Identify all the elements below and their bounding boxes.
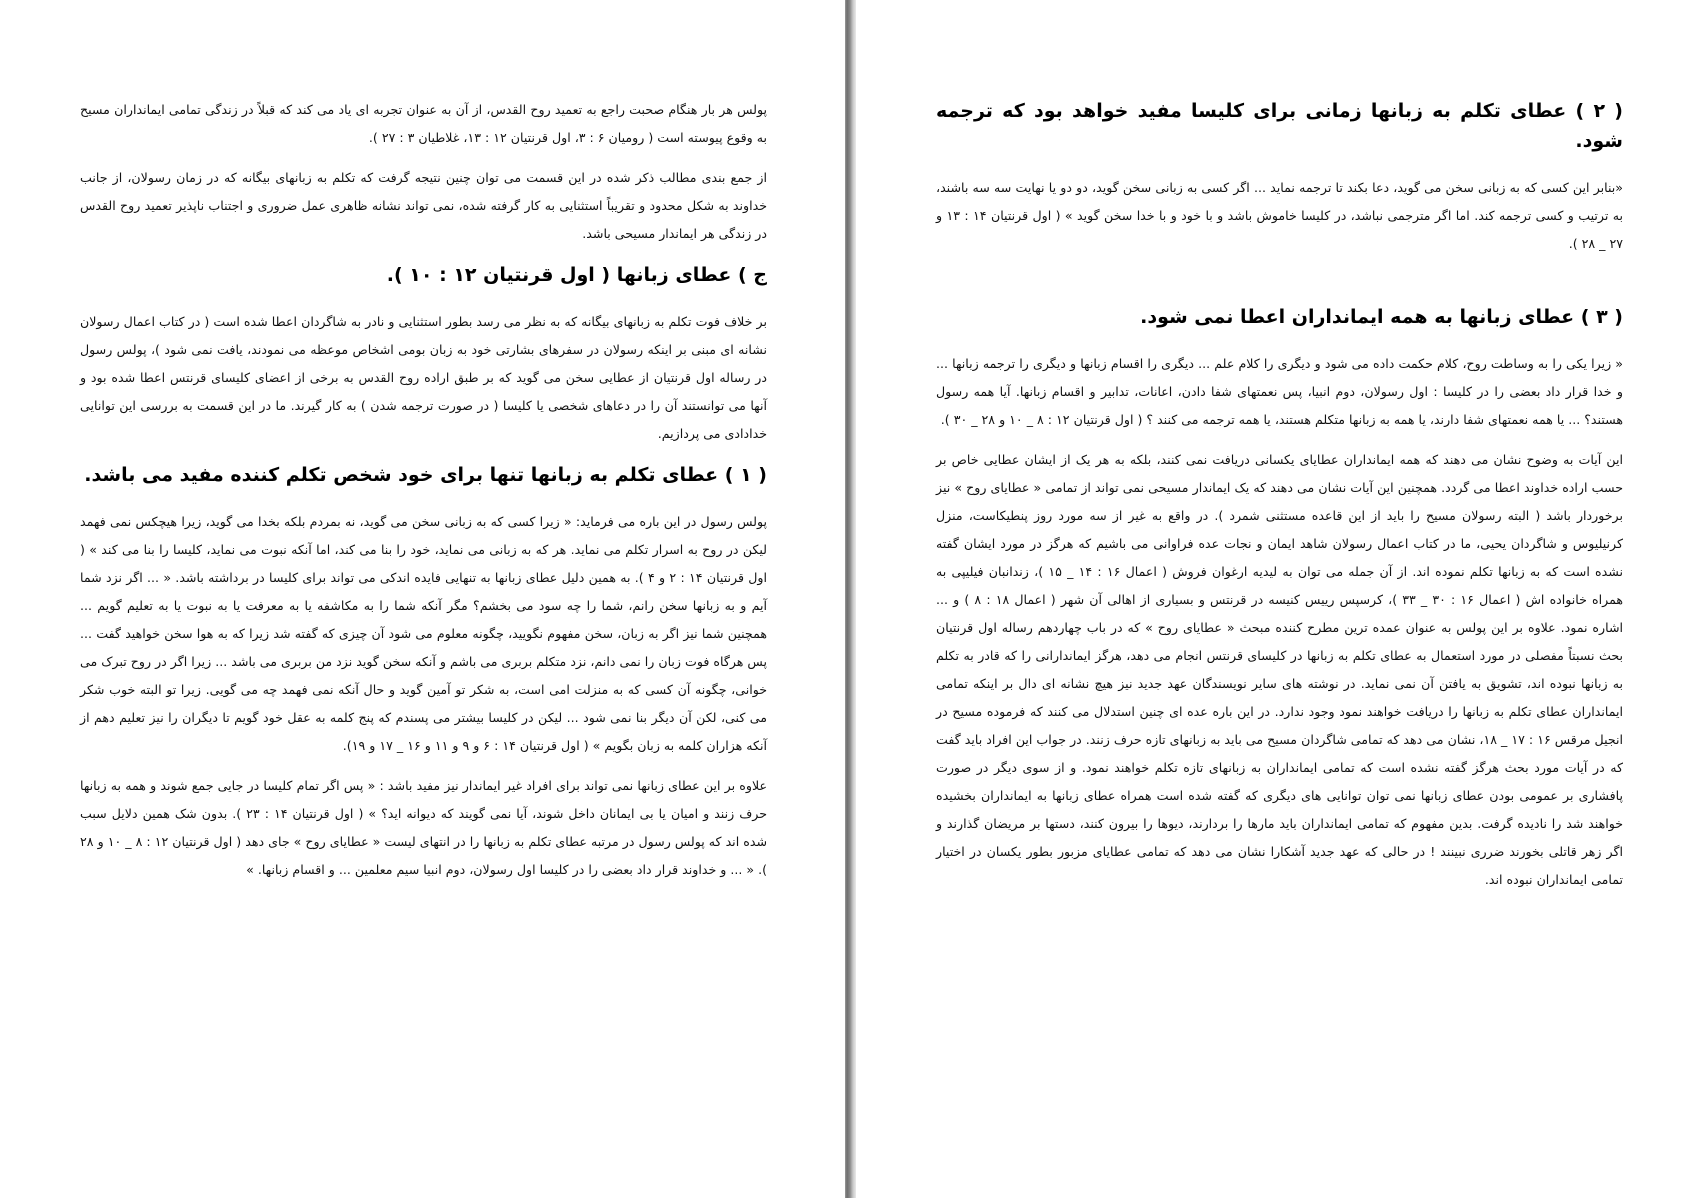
right-page-text-column — [936, 96, 1623, 894]
left-page-text-column — [80, 96, 767, 884]
right-paragraph-2: « زیرا یکی را به وساطت روح، کلام حکمت داده می شود و دیگری را کلام علم ... دیگری را اقسام زبانها و دیگری را ترجمه زبانها ... و خدا قرار داد بعضی را در کلیسا : اول رسولان، دوم انبیا، پس نعمتهای شفا دادن، اعانات، تدابیر و اقسام زبانها. آیا همه رسول هستند؟ ... یا همه نعمتهای شفا دارند، یا همه به زبانها متکلم هستند، یا همه ترجمه می کنند ؟ ( اول قرنتیان ۱۲ : ۸ _ ۱۰ و ۲۸ _ ۳۰ ). — [936, 356, 1623, 427]
left-paragraph-1: پولس هر بار هنگام صحبت راجع به تعمید روح القدس، از آن به عنوان تجربه ای یاد می کند که قبلاً در زندگی تمامی ایمانداران مسیح به وقوع پیوسته است ( رومیان ۶ : ۳، اول قرنتیان ۱۲ : ۱۳، غلاطیان ۳ : ۲۷ ). — [80, 102, 767, 145]
left-paragraph-5: علاوه بر این عطای زبانها نمی تواند برای افراد غیر ایماندار نیز مفید باشد : « پس اگر تمام کلیسا در جایی جمع شوند و همه به زبانها حرف زنند و امیان یا بی ایمانان داخل شوند، آیا نمی گویند که دیوانه اید؟ » ( اول قرنتیان ۱۴ : ۲۳ ). بدون شک همین دلایل سبب شده اند که پولس رسول در مرتبه عطای تکلم به زبانها را در انتهای لیست « عطایای روح » جای دهد ( اول قرنتیان ۱۲ : ۸ _ ۱۰ و ۲۸ ). « ... و خداوند قرار داد بعضی را در کلیسا اول رسولان، دوم انبیا سیم معلمین ... و اقسام زبانها. » — [80, 778, 767, 877]
left-paragraph-4: پولس رسول در این باره می فرماید: « زیرا کسی که به زبانی سخن می گوید، نه بمردم بلکه بخدا می گوید، زیرا هیچکس نمی فهمد لیکن در روح به اسرار تکلم می نماید. هر که به زبانی می نماید، خود را بنا می کند، اما آنکه نبوت می نماید، کلیسا را بنا می کند » ( اول قرنتیان ۱۴ : ۲ و ۴ ). به همین دلیل عطای زبانها به تنهایی فایده اندکی می تواند برای کلیسا در برداشته باشد. « ... اگر نزد شما آیم و به زبانها سخن رانم، شما را چه سود می بخشم؟ مگر آنکه شما را به مکاشفه یا به معرفت یا به نبوت یا به تعلیم گویم ... همچنین شما نیز اگر به زبان، سخن مفهوم نگویید، چگونه معلوم می شود آن چیزی که گفته شد زیرا که به هوا سخن خواهید گفت ... پس هرگاه فوت زبان را نمی دانم، نزد متکلم بربری می باشم و آنکه سخن گوید نزد من بربری می باشد ... زیرا اگر در روح تبرک می خوانی، چگونه آن کسی که به منزلت امی است، به شکر تو آمین گوید و حال آنکه نمی فهمد چه می گویی. زیرا تو البته خوب شکر می کنی، لکن آن دیگر بنا نمی شود ... لیکن در کلیسا بیشتر می پسندم که پنج کلمه به عقل خود گویم تا دیگران را نیز تعلیم دهم از آنکه هزاران کلمه به زبان بگویم » ( اول قرنتیان ۱۴ : ۶ و ۹ و ۱۱ و ۱۶ _ ۱۷ و ۱۹). — [80, 514, 767, 753]
section-heading-3: ( ۳ ) عطای زبانها به همه ایمانداران اعطا نمی شود. — [1140, 306, 1623, 328]
section-heading-2: ( ۲ ) عطای تکلم به زبانها زمانی برای کلیسا مفید خواهد بود که ترجمه شود. — [936, 100, 1623, 152]
left-paragraph-2: از جمع بندی مطالب ذکر شده در این قسمت می توان چنین نتیجه گرفت که تکلم به زبانهای بیگانه که در زمان رسولان، از جانب خداوند به شکل محدود و تقریباً استثنایی به کار گرفته شده، نمی تواند نشانه ظاهری عمل ضروری و اجتناب ناپذیر تعمید روح القدس در زندگی هر ایماندار مسیحی باشد. — [80, 170, 767, 241]
right-page — [856, 0, 1701, 1198]
section-heading-1: ( ۱ ) عطای تکلم به زبانها تنها برای خود شخص تکلم کننده مفید می باشد. — [84, 464, 767, 486]
left-page — [0, 0, 845, 1198]
right-paragraph-3: این آیات به وضوح نشان می دهند که همه ایمانداران عطایای یکسانی دریافت نمی کنند، بلکه به هر یک از ایشان عطایی خاص بر حسب اراده خداوند اعطا می گردد. همچنین این آیات نشان می دهند که یک ایماندار مسیحی نمی تواند از تمامی « عطایای روح » نیز برخوردار باشد ( البته رسولان مسیح را باید از این قاعده مستثنی شمرد ). در واقع به غیر از سه مورد روز پنطیکاست، منزل کرنیلیوس و شاگردان یحیی، ما در کتاب اعمال رسولان شاهد ایمان و نجات عده فراوانی می باشیم که هرگز در مورد ایشان گفته نشده است که به زبانها تکلم نموده اند. از آن جمله می توان به لیدیه ارغوان فروش ( اعمال ۱۶ : ۱۴ _ ۱۵ )، زندانبان فیلیپی به همراه خانواده اش ( اعمال ۱۶ : ۳۰ _ ۳۳ )، کرسپس رییس کنیسه در قرنتس و بسیاری از اهالی آن شهر ( اعمال ۱۸ : ۸ ) و ... اشاره نمود. علاوه بر این پولس به عنوان عمده ترین مطرح کننده مبحث « عطایای روح » که در باب چهاردهم رساله اول قرنتیان بحث نسبتاً مفصلی در مورد استعمال به عطای تکلم به زبانها در کلیسای قرنتس انجام می دهد، هرگز ایماندارانی را که قادر به تکلم به زبانها نبوده اند، تشویق به یافتن آن نمی نماید. در نوشته های سایر نویسندگان عهد جدید نیز هیچ نشانه ای دال بر اینکه تمامی ایمانداران عطای تکلم به زبانها را دریافت خواهند نمود وجود ندارد. در این باره عده ای چنین استدلال می کنند که فرموده مسیح در انجیل مرقس ۱۶ : ۱۷ _ ۱۸، نشان می دهد که تمامی شاگردان مسیح می باید به زبانهای تازه حرف زنند. در جواب این افراد باید گفت که در آیات مورد بحث هرگز گفته نشده است که تمامی ایمانداران به زبانهای تازه تکلم خواهند نمود. و از سوی دیگر در صورت پافشاری بر عمومی بودن عطای زبانها نمی توان توانایی های دیگری که گفته شده است همراه عطای زبانها به ایمانداران بخشیده خواهند شد را نادیده گرفت. بدین مفهوم که تمامی ایمانداران باید مارها را بردارند، دیوها را بیرون کنند، دستها بر مریضان گذارند و اگر زهر قاتلی بخورند ضرری نبینند ! در حالی که عهد جدید آشکارا نشان می دهد که تمامی عطایای مزبور بطور یکسان در اختیار تمامی ایمانداران نبوده اند. — [936, 452, 1624, 887]
right-paragraph-1: «بنابر این کسی که به زبانی سخن می گوید، دعا بکند تا ترجمه نماید ... اگر کسی به زبانی سخن گوید، دو دو یا نهایت سه سه باشند، به ترتیب و کسی ترجمه کند. اما اگر مترجمی نباشد، در کلیسا خاموش باشد و با خود و با خدا سخن گوید » ( اول قرنتیان ۱۴ : ۱۳ و ۲۷ _ ۲۸ ). — [936, 180, 1624, 251]
page-divider — [845, 0, 856, 1198]
section-heading-c: ج ) عطای زبانها ( اول قرنتیان ۱۲ : ۱۰ ). — [386, 264, 767, 286]
left-paragraph-3: بر خلاف فوت تکلم به زبانهای بیگانه که به نظر می رسد بطور استثنایی و نادر به شاگردان اعطا شده است ( در کتاب اعمال رسولان نشانه ای مبنی بر اینکه رسولان در سفرهای بشارتی خود به زبان بومی اشخاص موعظه می نمودند، یافت نمی شود )، پولس رسول در رساله اول قرنتیان از عطایی سخن می گوید که بر طبق اراده روح القدس به برخی از اعضای کلیسای قرنتس اعطا شده بود و آنها می توانستند آن را در دعاهای شخصی یا کلیسا ( در صورت ترجمه شدن ) به کار گیرند. ما در این قسمت به بررسی این توانایی خدادادی می پردازیم. — [80, 314, 767, 441]
